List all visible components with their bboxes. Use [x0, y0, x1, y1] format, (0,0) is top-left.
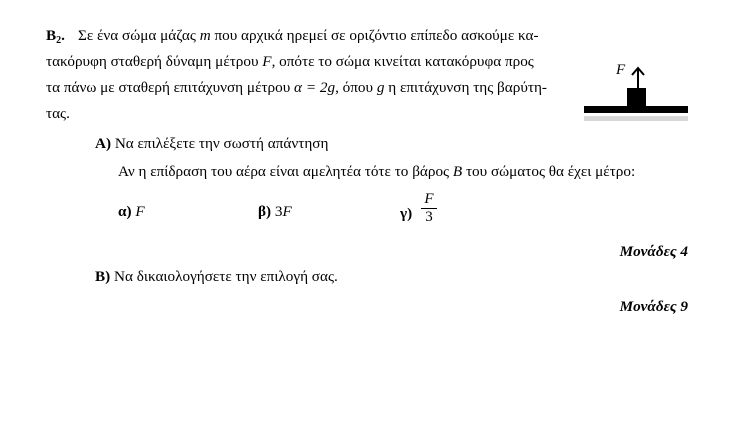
problem-text-segment: , όπου [335, 79, 377, 96]
problem-text-segment: Σε ένα σώμα μάζας [78, 27, 200, 44]
option-c-numerator: F [424, 191, 434, 207]
option-c-denominator: 3 [425, 209, 433, 225]
part-a-heading [95, 134, 328, 154]
force-label: F [616, 62, 626, 78]
part-b-heading [95, 267, 338, 287]
force-diagram [584, 60, 688, 126]
problem-text-segment: η επιτάχυνση της βαρύτη- [384, 79, 547, 96]
force-arrow-icon [632, 68, 644, 88]
problem-label [46, 26, 65, 51]
option-b-value: 3F [274, 203, 292, 220]
force-diagram-graphic [584, 60, 688, 126]
problem-text-segment: τακόρυφη σταθερή δύναμη μέτρου [46, 53, 263, 70]
problem-label-main: B [46, 27, 57, 44]
option-c [400, 204, 412, 224]
part-a-title: Να επιλέξετε την σωστή απάντηση [114, 135, 329, 152]
problem-label-dot: . [61, 27, 65, 44]
problem-text-segment: g [376, 79, 385, 96]
question-text-segment: B [452, 163, 463, 180]
problem-line-4 [46, 104, 70, 124]
problem-text-segment: που αρχικά ηρεμεί σε οριζόντιο επίπεδο ασκούμε κα- [210, 27, 539, 44]
question-text-segment: του σώματος θα έχει μέτρο: [462, 163, 636, 180]
problem-line-1 [78, 26, 539, 46]
problem-label-sub: 2 [56, 35, 62, 46]
option-a [118, 202, 145, 222]
option-b-label: β) [258, 203, 272, 220]
block-shape [627, 88, 646, 106]
problem-text-segment: τα πάνω με σταθερή επιτάχυνση μέτρου [46, 79, 295, 96]
option-b [258, 202, 292, 222]
problem-text-segment: F [262, 53, 272, 70]
surface-shape [584, 106, 688, 113]
part-a-label: A) [95, 135, 112, 152]
surface-shadow [584, 116, 688, 121]
option-a-label: α) [118, 203, 132, 220]
problem-text-segment: , οπότε το σώμα κινείται κατακόρυφα προς [271, 53, 534, 70]
part-b-points: Μονάδες 9 [619, 298, 688, 315]
part-a-question [118, 162, 635, 182]
problem-text-segment: α = 2g [294, 79, 336, 96]
part-a-points: Μονάδες 4 [619, 243, 688, 260]
problem-line-3 [46, 78, 547, 98]
option-c-label: γ) [400, 205, 413, 222]
problem-text-segment: m [199, 27, 211, 44]
option-a-value: F [135, 203, 145, 220]
problem-text-segment: τας. [46, 105, 70, 122]
problem-line-2 [46, 52, 534, 72]
part-b-label: B) [95, 268, 111, 285]
question-text-segment: Αν η επίδραση του αέρα είναι αμελητέα τότε το βάρος [118, 163, 453, 180]
option-c-fraction [421, 192, 437, 225]
part-b-text: Να δικαιολογήσετε την επιλογή σας. [113, 268, 338, 285]
